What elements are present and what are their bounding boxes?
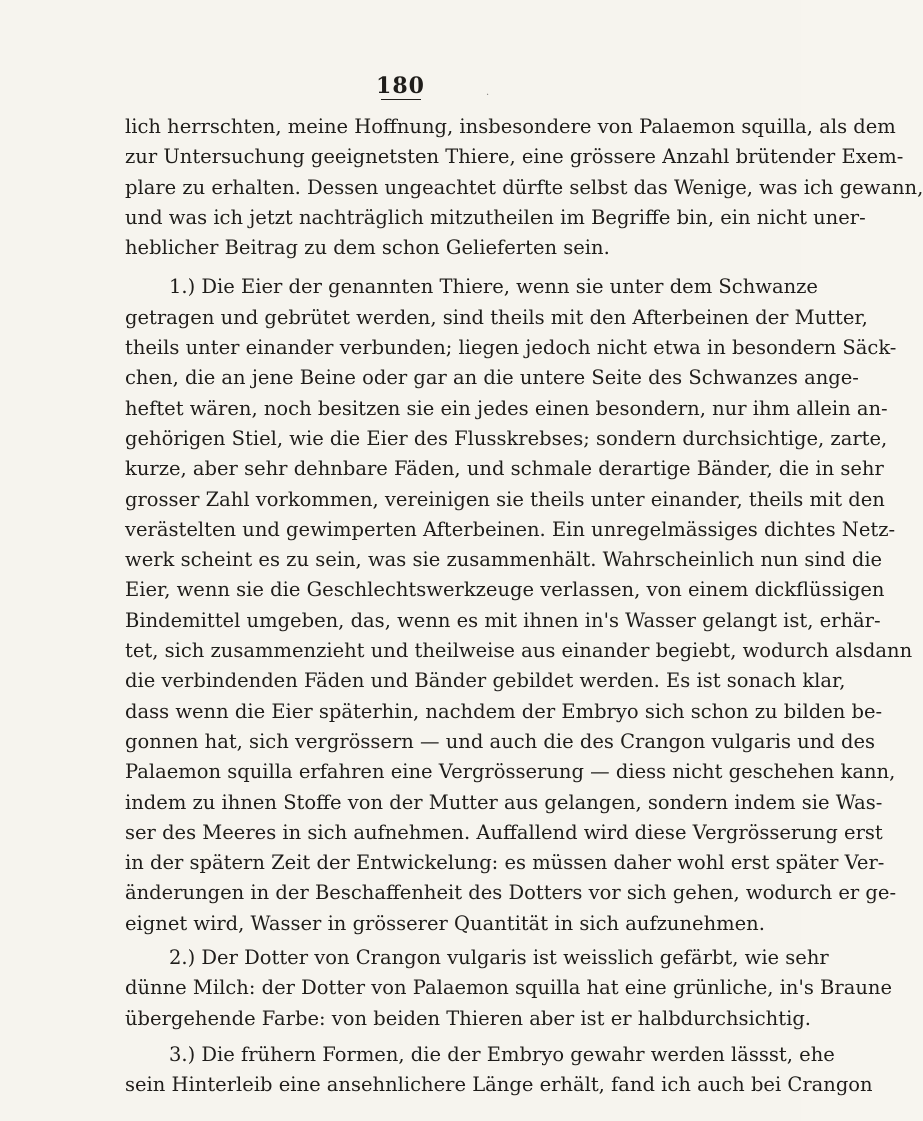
text-line: chen, die an jene Beine oder gar an die untere Seite des Schwanzes ange-	[125, 366, 859, 390]
text-line: heblicher Beitrag zu dem schon Gelieferten sein.	[125, 236, 610, 260]
text-line: in der spätern Zeit der Entwickelung: es müssen daher wohl erst später Ver-	[125, 851, 885, 875]
text-line: sein Hinterleib eine ansehnlichere Länge erhält, fand ich auch bei Crangon	[125, 1073, 873, 1097]
text-line: übergehende Farbe: von beiden Thieren aber ist er halbdurchsichtig.	[125, 1006, 811, 1030]
text-line: ser des Meeres in sich aufnehmen. Auffallend wird diese Vergrösserung erst	[125, 820, 883, 844]
text-line: dass wenn die Eier späterhin, nachdem der Embryo sich schon zu bilden be-	[125, 699, 883, 723]
text-line: zur Untersuchung geeignetsten Thiere, eine grössere Anzahl brütender Exem-	[125, 145, 904, 169]
page-number: 180	[376, 73, 425, 99]
text-line: gonnen hat, sich vergrössern — und auch die des Crangon vulgaris und des	[125, 729, 875, 753]
text-line: tet, sich zusammenzieht und theilweise aus einander begiebt, wodurch alsdann	[125, 639, 913, 663]
text-line: eignet wird, Wasser in grösserer Quantität in sich aufzunehmen.	[125, 911, 765, 935]
text-line: werk scheint es zu sein, was sie zusammenhält. Wahrscheinlich nun sind die	[125, 548, 883, 572]
text-line: gehörigen Stiel, wie die Eier des Flusskrebses; sondern durchsichtige, zarte,	[125, 426, 888, 450]
text-line: lich herrschten, meine Hoffnung, insbesondere von Palaemon squilla, als dem	[125, 115, 896, 138]
text-line: theils unter einander verbunden; liegen jedoch nicht etwa in besondern Säck-	[125, 336, 897, 360]
text-line: Eier, wenn sie die Geschlechtswerkzeuge verlassen, von einem dickflüssigen	[125, 578, 885, 602]
text-line: und was ich jetzt nachträglich mitzutheilen im Begriffe bin, ein nicht uner-	[125, 205, 866, 229]
text-line: 3.) Die frühern Formen, die der Embryo gewahr werden lässst, ehe	[169, 1042, 835, 1066]
text-line: indem zu ihnen Stoffe von der Mutter aus gelangen, sondern indem sie Was-	[125, 790, 883, 814]
text-line: verästelten und gewimperten Afterbeinen. Ein unregelmässiges dichtes Netz-	[125, 517, 896, 541]
header-mark: ·	[486, 90, 490, 101]
text-line: kurze, aber sehr dehnbare Fäden, und schmale derartige Bänder, die in sehr	[125, 457, 884, 481]
text-line: 1.) Die Eier der genannten Thiere, wenn sie unter dem Schwanze	[169, 275, 818, 299]
text-line: Palaemon squilla erfahren eine Vergrösserung — diess nicht geschehen kann,	[125, 760, 896, 784]
text-line: getragen und gebrütet werden, sind theils mit den Afterbeinen der Mutter,	[125, 305, 868, 329]
text-line: änderungen in der Beschaffenheit des Dotters vor sich gehen, wodurch er ge-	[125, 881, 897, 905]
text-line: Bindemittel umgeben, das, wenn es mit ihnen in's Wasser gelangt ist, erhär-	[125, 608, 881, 632]
text-line: grosser Zahl vorkommen, vereinigen sie theils unter einander, theils mit den	[125, 487, 885, 511]
text-line: dünne Milch: der Dotter von Palaemon squilla hat eine grünliche, in's Braune	[125, 976, 892, 1000]
text-line: die verbindenden Fäden und Bänder gebildet werden. Es ist sonach klar,	[125, 669, 846, 693]
text-line: plare zu erhalten. Dessen ungeachtet dürfte selbst das Wenige, was ich gewann,	[125, 175, 923, 199]
text-line: heftet wären, noch besitzen sie ein jedes einen besondern, nur ihm allein an-	[125, 396, 888, 420]
body-text	[125, 112, 923, 1101]
header-rule	[381, 99, 421, 100]
text-line: 2.) Der Dotter von Crangon vulgaris ist weisslich gefärbt, wie sehr	[169, 946, 829, 970]
